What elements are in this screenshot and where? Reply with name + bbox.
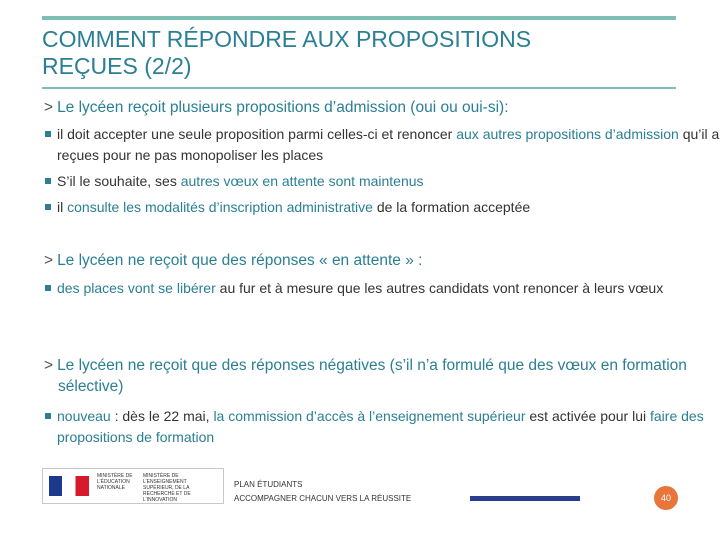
chevron-right-icon: > bbox=[44, 99, 54, 116]
ministry-logo: MINISTÈRE DE L’ÉDUCATION NATIONALE MINISTÈRE DE L’ENSEIGNEMENT SUPÉRIEUR, DE LA RECHERCHE ET DE L’INNOVATION bbox=[42, 468, 224, 504]
section-3-heading: > Le lycéen ne reçoit que des réponses négatives (s’il n’a formulé que des vœux en formation sélective) bbox=[44, 357, 687, 395]
page-number: 40 bbox=[654, 486, 678, 510]
chevron-right-icon: > bbox=[44, 252, 54, 269]
bullet-square-icon bbox=[45, 413, 51, 419]
marianne-logo-icon bbox=[49, 476, 89, 496]
title-bottom-rule bbox=[42, 87, 676, 89]
list-item: il doit accepter une seule proposition parmi celles-ci et renoncer aux autres propositions d’admission qu’il a reçues pour ne pas monopoliser les places bbox=[45, 124, 720, 166]
footer-bar bbox=[470, 496, 580, 501]
list-item: nouveau : dès le 22 mai, la commission d’accès à l’enseignement supérieur est activée pour lui faire des propositions de formation bbox=[45, 406, 720, 448]
slide-title: COMMENT RÉPONDRE AUX PROPOSITIONS REÇUES (2/2) bbox=[42, 26, 532, 79]
section-1-heading: > Le lycéen reçoit plusieurs propositions d’admission (oui ou oui-si): bbox=[44, 99, 509, 116]
bullet-square-icon bbox=[45, 131, 51, 137]
chevron-right-icon: > bbox=[44, 357, 54, 374]
list-item: des places vont se libérer au fur et à mesure que les autres candidats vont renoncer à leurs vœux bbox=[45, 278, 720, 299]
list-item: il consulte les modalités d’inscription administrative de la formation acceptée bbox=[45, 197, 720, 218]
footer-text: PLAN ÉTUDIANTS ACCOMPAGNER CHACUN VERS LA RÉUSSITE bbox=[234, 480, 412, 503]
bullet-square-icon bbox=[45, 178, 51, 184]
section-2-heading: > Le lycéen ne reçoit que des réponses « en attente » : bbox=[44, 252, 423, 269]
bullet-square-icon bbox=[45, 204, 51, 210]
bullet-square-icon bbox=[45, 285, 51, 291]
list-item: S’il le souhaite, ses autres vœux en attente sont maintenus bbox=[45, 171, 720, 192]
title-top-rule bbox=[42, 16, 676, 20]
